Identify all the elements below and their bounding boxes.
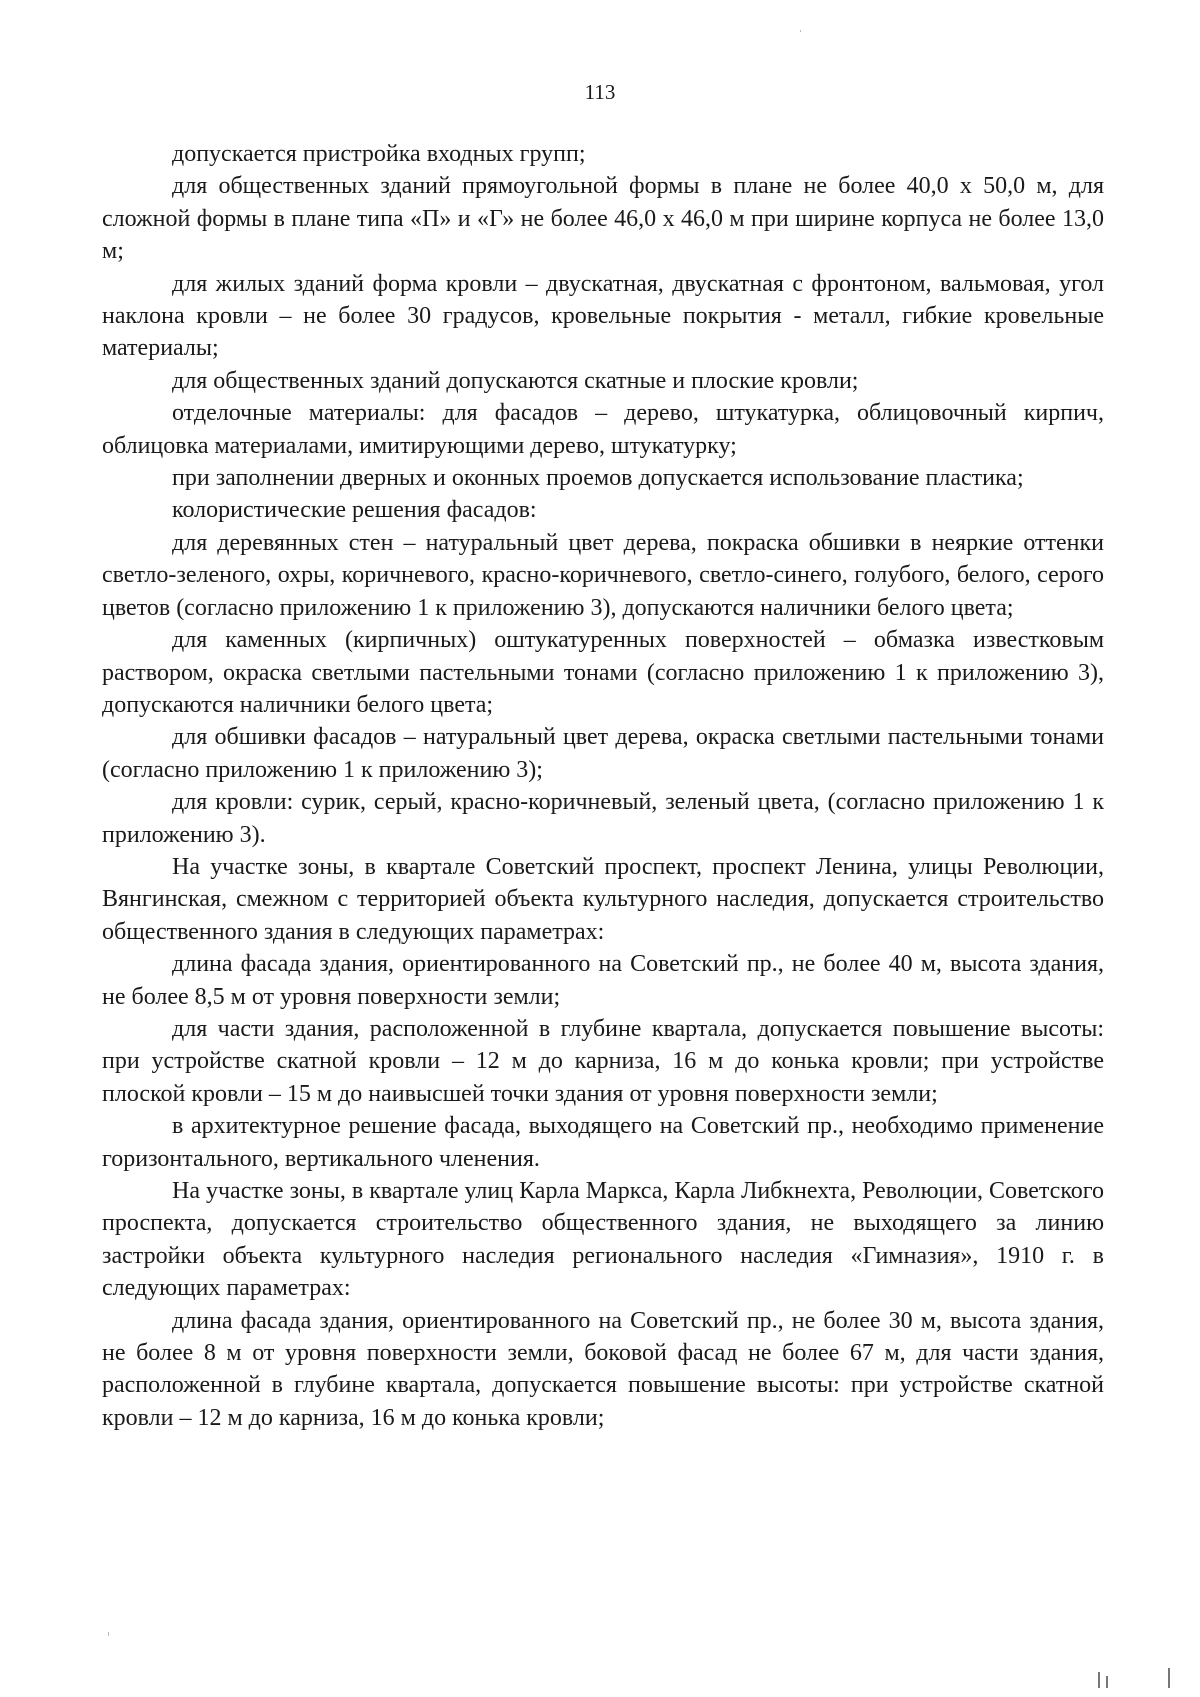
paragraph: для кровли: сурик, серый, красно-коричневый, зеленый цвета, (согласно приложению 1 к приложению 3).	[102, 789, 1104, 848]
paragraph: длина фасада здания, ориентированного на Советский пр., не более 30 м, высота здания, не более 8 м от уровня поверхности земли, боковой фасад не более 67 м, для части здания, расположенной в глубине квартала, допускается повышение высоты: при устройстве скатной кровли – 12 м до карниза, 16 м до конька кровли;	[102, 1307, 1104, 1431]
paragraph: На участке зоны, в квартале Советский проспект, проспект Ленина, улицы Революции, Вянгинская, смежном с территорией объекта культурного наследия, допускается строительство общественного здания в следующих параметрах:	[102, 853, 1104, 945]
scan-artifact-mark	[1106, 1676, 1108, 1688]
scan-speck	[108, 1632, 109, 1636]
paragraph: длина фасада здания, ориентированного на Советский пр., не более 40 м, высота здания, не более 8,5 м от уровня поверхности земли;	[102, 951, 1104, 1010]
scan-artifact-mark	[1168, 1668, 1170, 1688]
paragraph: На участке зоны, в квартале улиц Карла Маркса, Карла Либкнехта, Революции, Советского проспекта, допускается строительство общественного здания, не выходящего за линию застройки объекта культурного наследия регионального наследия «Гимназия», 1910 г. в следующих параметрах:	[102, 1178, 1105, 1302]
paragraph: допускается пристройка входных групп;	[172, 141, 586, 167]
paragraph: для обшивки фасадов – натуральный цвет дерева, окраска светлыми пастельными тонами (согласно приложению 1 к приложению 3);	[102, 724, 1104, 783]
paragraph: в архитектурное решение фасада, выходящего на Советский пр., необходимо применение горизонтального, вертикального членения.	[102, 1113, 1104, 1172]
body-text	[102, 138, 1104, 1434]
paragraph: колористические решения фасадов:	[172, 497, 537, 524]
paragraph: для жилых зданий форма кровли – двускатная, двускатная с фронтоном, вальмовая, угол наклона кровли – не более 30 градусов, кровельные покрытия - металл, гибкие кровельные материалы;	[102, 270, 1104, 362]
page-number: 113	[584, 80, 616, 104]
paragraph: отделочные материалы: для фасадов – дерево, штукатурка, облицовочный кирпич, облицовка материалами, имитирующими дерево, штукатурку;	[102, 400, 1104, 459]
paragraph: для каменных (кирпичных) оштукатуренных поверхностей – обмазка известковым раствором, окраска светлыми пастельными тонами (согласно приложению 1 к приложению 3), допускаются наличники белого цвета;	[102, 627, 1104, 718]
paragraph: для деревянных стен – натуральный цвет дерева, покраска обшивки в неяркие оттенки светло-зеленого, охры, коричневого, красно-коричневого, светло-синего, голубого, белого, серого цветов (согласно приложению 1 к приложению 3), допускаются наличники белого цвета;	[102, 529, 1104, 621]
paragraph: для части здания, расположенной в глубине квартала, допускается повышение высоты: при устройстве скатной кровли – 12 м до карниза, 16 м до конька кровли; при устройстве плоской кровли – 15 м до наивысшей точки здания от уровня поверхности земли;	[102, 1015, 1104, 1107]
scan-artifact-mark	[1098, 1672, 1100, 1688]
paragraph: при заполнении дверных и оконных проемов допускается использование пластика;	[172, 465, 1024, 492]
scan-speck	[800, 30, 801, 32]
paragraph: для общественных зданий допускаются скатные и плоские кровли;	[172, 367, 859, 394]
paragraph: для общественных зданий прямоугольной формы в плане не более 40,0 х 50,0 м, для сложной формы в плане типа «П» и «Г» не более 46,0 х 46,0 м при ширине корпуса не более 13,0 м;	[102, 173, 1104, 265]
